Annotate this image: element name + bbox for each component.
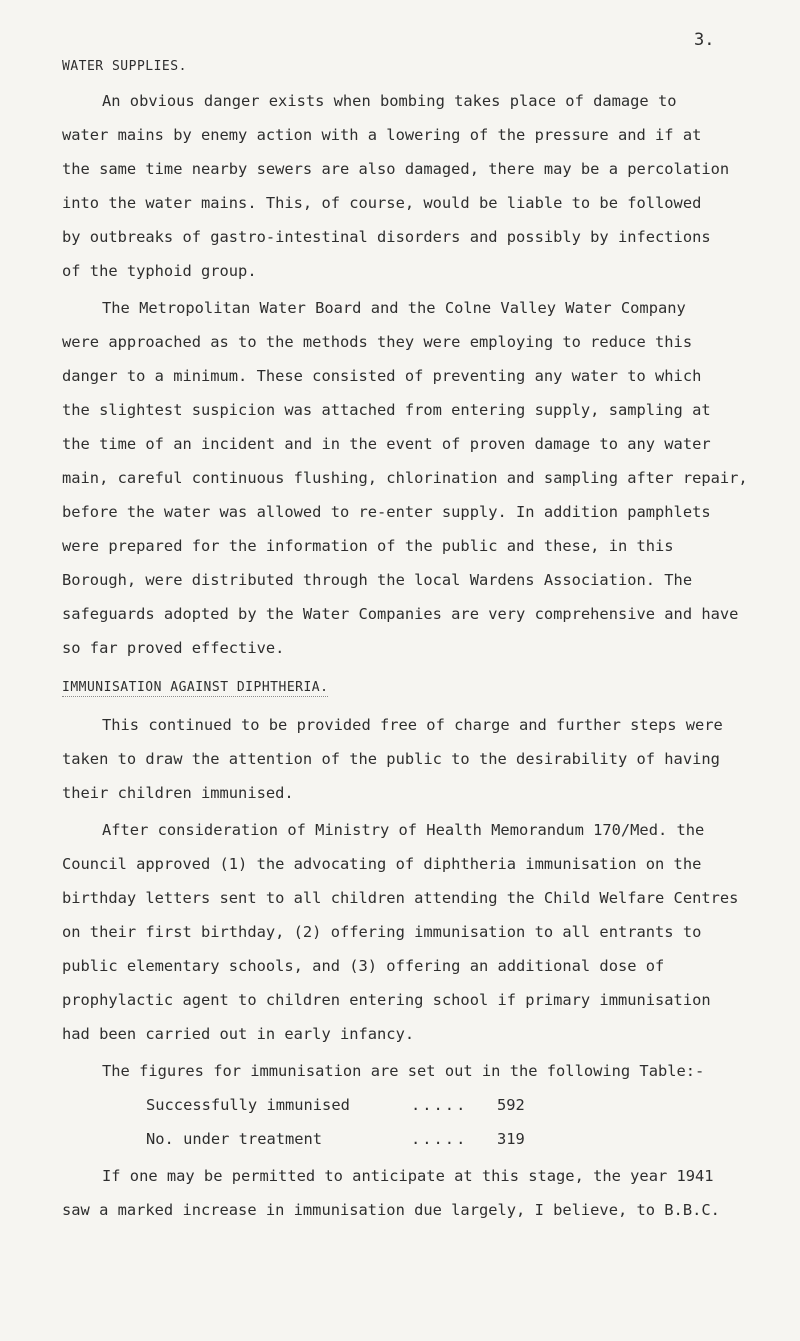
immunisation-heading-text: IMMUNISATION AGAINST DIPHTHERIA. [62,680,329,695]
text-line: saw a marked increase in immunisation due largely, I believe, to B.B.C. [62,1201,720,1219]
text-line: birthday letters sent to all children attending the Child Welfare Centres [62,889,739,907]
text-line: An obvious danger exists when bombing takes place of damage to [102,92,677,110]
row-label: Successfully immunised [146,1096,350,1114]
text-line: water mains by enemy action with a lowering of the pressure and if at [62,126,702,144]
text-line: prophylactic agent to children entering school if primary immunisation [62,991,711,1009]
text-line: on their first birthday, (2) offering immunisation to all entrants to [62,923,702,941]
text-line: into the water mains. This, of course, would be liable to be followed [62,194,702,212]
text-line: before the water was allowed to re-enter supply. In addition pamphlets [62,503,711,521]
text-line: the slightest suspicion was attached from entering supply, sampling at [62,401,711,419]
water-supplies-heading: WATER SUPPLIES. [62,59,187,74]
text-line: main, careful continuous flushing, chlorination and sampling after repair, [62,469,748,487]
text-line: taken to draw the attention of the public to the desirability of having [62,750,720,768]
text-line: had been carried out in early infancy. [62,1025,415,1043]
text-line: public elementary schools, and (3) offering an additional dose of [62,957,665,975]
text-line: their children immunised. [62,784,294,802]
text-line: If one may be permitted to anticipate at this stage, the year 1941 [102,1167,714,1185]
text-line: safeguards adopted by the Water Companies are very comprehensive and have [62,605,739,623]
text-line: of the typhoid group. [62,262,257,280]
text-line: the same time nearby sewers are also damaged, there may be a percolation [62,160,730,178]
text-line: were approached as to the methods they were employing to reduce this [62,333,693,351]
text-line: by outbreaks of gastro-intestinal disorders and possibly by infections [62,228,711,246]
text-line: danger to a minimum. These consisted of preventing any water to which [62,367,702,385]
page-number: 3. [694,30,715,50]
text-line: so far proved effective. [62,639,285,657]
text-line: This continued to be provided free of charge and further steps were [102,716,723,734]
text-line: The Metropolitan Water Board and the Colne Valley Water Company [102,299,686,317]
row-leader: ..... [411,1130,468,1148]
row-value: 592 [497,1096,525,1114]
table-intro: The figures for immunisation are set out in the following Table:- [102,1062,705,1080]
immunisation-heading [62,680,328,695]
text-line: After consideration of Ministry of Health Memorandum 170/Med. the [102,821,705,839]
text-line: were prepared for the information of the public and these, in this [62,537,674,555]
text-line: the time of an incident and in the event of proven damage to any water [62,435,711,453]
row-leader: ..... [411,1096,468,1114]
row-label: No. under treatment [146,1130,323,1148]
text-line: Council approved (1) the advocating of diphtheria immunisation on the [62,855,702,873]
row-value: 319 [497,1130,525,1148]
text-line: Borough, were distributed through the local Wardens Association. The [62,571,693,589]
